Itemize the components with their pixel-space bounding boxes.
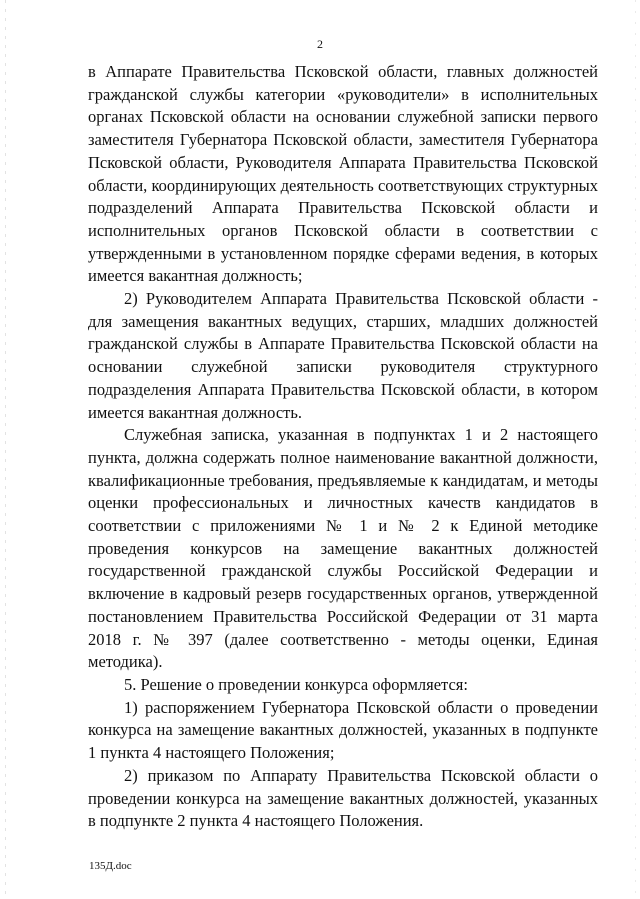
document-body <box>88 61 598 833</box>
page-number: 2 <box>317 37 323 51</box>
paragraph-subitem-2: 2) Руководителем Аппарата Правительства Псковской области - для замещения вакантных ведущих, старших, младших должностей гражданской службы в Аппарате Правительства Псковской области на основании служебной записки руководителя структурного подразделения Аппарата Правительства Псковской области, в котором имеется вакантная должность. <box>88 289 598 422</box>
paragraph-continuation: в Аппарате Правительства Псковской области, главных должностей гражданской службы категории «руководители» в исполнительных органах Псковской области на основании служебной записки первого заместителя Губернатора Псковской области, заместителя Губернатора Псковской области, Руководителя Аппарата Правительства Псковской области, координирующих деятельность соответствующих структурных подразделений Аппарата Правительства Псковской области и исполнительных органов Псковской области в соответствии с утвержденными в установленном порядке сферами ведения, в которых имеется вакантная должность; <box>88 62 598 286</box>
scan-edge-right <box>635 0 636 899</box>
footer-filename: 135Д.doc <box>89 860 132 872</box>
scan-edge-left <box>5 0 6 899</box>
paragraph-section-5: 5. Решение о проведении конкурса оформляется: <box>124 674 468 694</box>
paragraph-memo-requirements: Служебная записка, указанная в подпунктах 1 и 2 настоящего пункта, должна содержать полное наименование вакантной должности, квалификационные требования, предъявляемые к кандидатам, и методы оценки профессиональных и личностных качеств кандидатов в соответствии с приложениями № 1 и № 2 к Единой методике проведения конкурсов на замещение вакантных должностей государственной гражданской службы Российской Федерации и включение в кадровый резерв государственных органов, утвержденной постановлением Правительства Российской Федерации от 31 марта 2018 г. № 397 (далее соответственно - методы оценки, Единая методика). <box>88 425 598 672</box>
paragraph-section-5-item-2: 2) приказом по Аппарату Правительства Псковской области о проведении конкурса на замещение вакантных должностей, указанных в подпункте 2 пункта 4 настоящего Положения. <box>88 765 598 831</box>
paragraph-section-5-item-1: 1) распоряжением Губернатора Псковской области о проведении конкурса на замещение вакантных должностей, указанных в подпункте 1 пункта 4 настоящего Положения; <box>88 697 598 763</box>
